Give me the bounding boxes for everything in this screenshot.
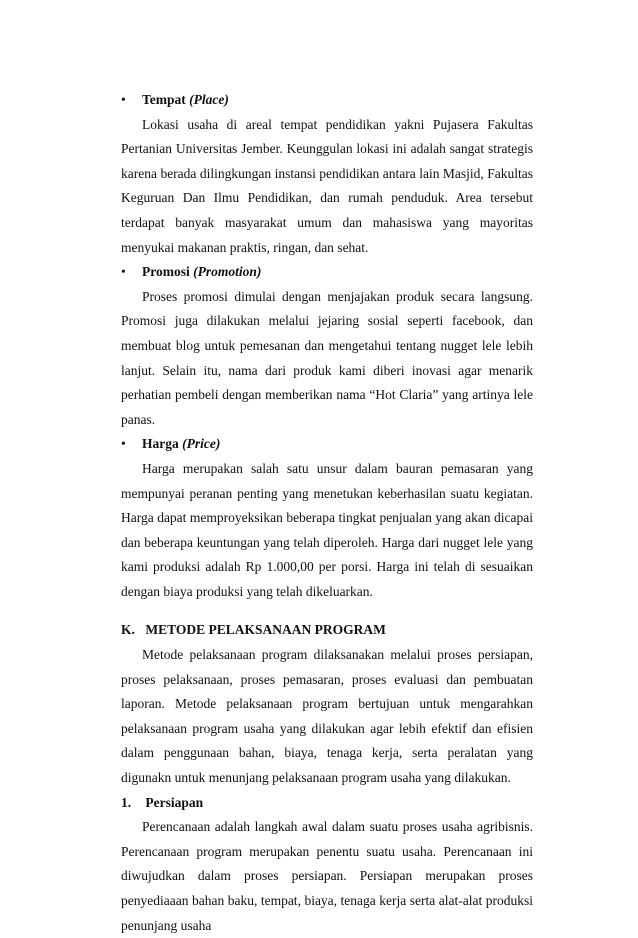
promotion-paragraph: Proses promosi dimulai dengan menjajakan produk secara langsung. Promosi juga dilakukan melalui jejaring sosial seperti facebook, dan membuat blog untuk pemesanan dan mengetahui tentang nugget lele lebih lanjut. Selain itu, nama dari produk kami diberi inovasi agar menarik perhatian pembeli dengan memberikan nama “Hot Claria” yang artinya lele panas.: [121, 288, 533, 427]
place-title: Tempat: [142, 92, 186, 107]
document-page: [121, 88, 533, 938]
bullet-icon: •: [121, 92, 126, 107]
preparation-number: 1.: [121, 794, 132, 810]
price-heading: [121, 432, 533, 457]
price-title: Harga: [142, 436, 179, 452]
place-heading: [121, 88, 533, 113]
method-number: K.: [121, 622, 135, 638]
method-paragraph: Metode pelaksanaan program dilaksanakan melalui proses persiapan, proses pelaksanaan, proses pemasaran, proses evaluasi dan pembuatan laporan. Metode pelaksanaan program bertujuan untuk mengarahkan pelaksanaan program usaha yang dilakukan agar lebih efektif dan efisien dalam penggunaan bahan, biaya, tenaga kerja, serta peralatan yang digunakn untuk menunjang pelaksanaan program usaha yang dilakukan.: [121, 647, 533, 786]
place-subtitle: (Place): [189, 92, 229, 107]
method-title: METODE PELAKSANAAN PROGRAM: [145, 622, 386, 638]
method-heading: [121, 618, 533, 643]
preparation-title: Persiapan: [145, 794, 204, 810]
section-gap: [121, 604, 533, 618]
bullet-icon: •: [121, 436, 126, 452]
preparation-paragraph: Perencanaan adalah langkah awal dalam suatu proses usaha agribisnis. Perencanaan program merupakan penentu suatu usaha. Perencanaan ini diwujudkan dalam proses persiapan. Persiapan merupakan proses penyediaaan bahan baku, tempat, biaya, tenaga kerja serta alat-alat produksi penunjang usaha: [121, 819, 533, 933]
promotion-subtitle: (Promotion): [193, 264, 262, 280]
price-subtitle: (Price): [182, 436, 221, 452]
promotion-heading: [121, 260, 533, 285]
price-paragraph: Harga merupakan salah satu unsur dalam bauran pemasaran yang mempunyai peranan penting yang menetukan keberhasilan suatu kegiatan. Harga dapat memproyeksikan beberapa tingkat penjualan yang akan dicapai dan beberapa keuntungan yang telah diperoleh. Harga dari nugget lele yang kami produksi adalah Rp 1.000,00 per porsi. Harga ini telah di sesuaikan dengan biaya produksi yang telah dikeluarkan.: [121, 460, 533, 599]
preparation-heading: [121, 791, 533, 816]
bullet-icon: •: [121, 264, 126, 280]
promotion-title: Promosi: [142, 264, 190, 280]
place-paragraph: Lokasi usaha di areal tempat pendidikan yakni Pujasera Fakultas Pertanian Universitas Jember. Keunggulan lokasi ini adalah sangat strategis karena berada dilingkungan instansi pendidikan antara lain Masjid, Fakultas Keguruan Dan Ilmu Pendidikan, dan rumah penduduk. Area tersebut terdapat banyak masyarakat umum dan mahasiswa yang mayoritas menyukai makanan praktis, ringan, dan sehat.: [121, 116, 533, 255]
